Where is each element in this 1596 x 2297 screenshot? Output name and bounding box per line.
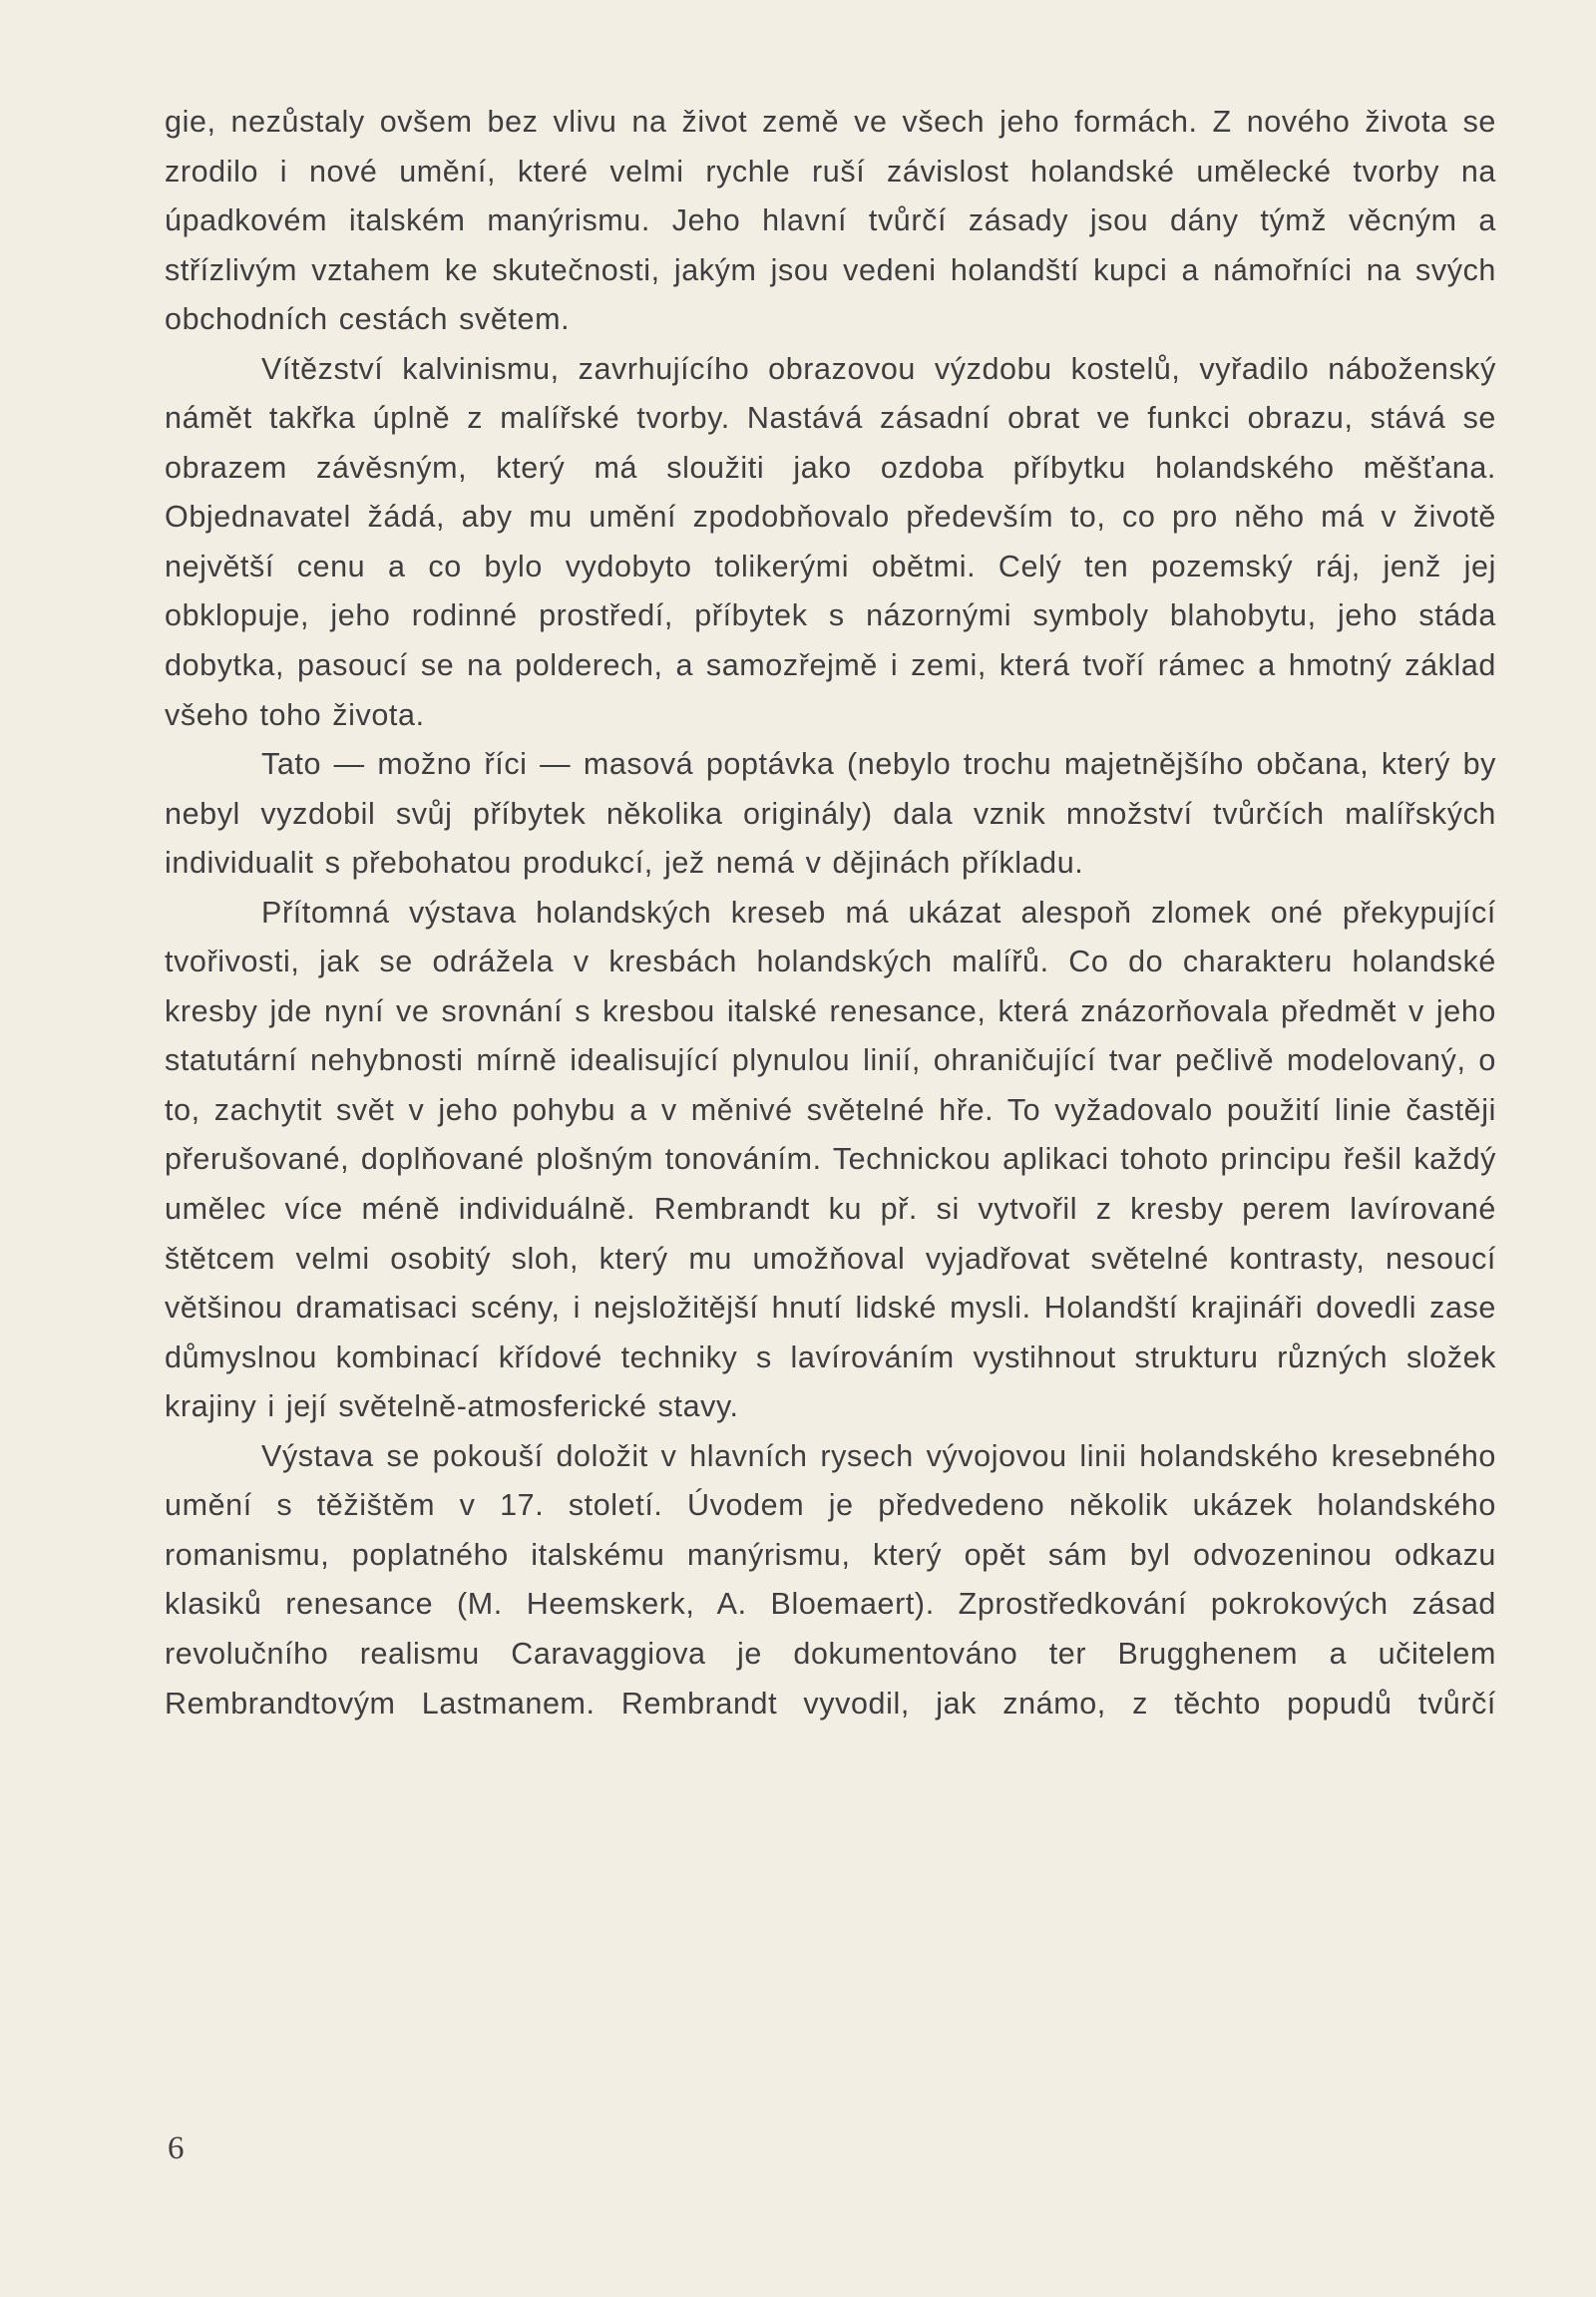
paragraph-4: Přítomná výstava holandských kreseb má ukázat alespoň zlomek oné překypující tvořivosti, jak se odrážela v kresbách holandských malířů. Co do charakteru holandské kresby jde nyní ve srovnání s kresbou italské renesance, která znázorňovala předmět v jeho statutární nehybnosti mírně idealisující plynulou linií, ohraničující tvar pečlivě modelovaný, o to, zachytit svět v jeho pohybu a v měnivé světelné hře. To vyžadovalo použití linie častěji přerušované, doplňované plošným tonováním. Technickou aplikaci tohoto principu řešil každý umělec více méně individuálně. Rembrandt ku př. si vytvořil z kresby perem lavírované štětcem velmi osobitý sloh, který mu umožňoval vyjadřovat světelné kontrasty, nesoucí většinou dramatisaci scény, i nejsložitější hnutí lidské mysli. Holandští krajináři dovedli zase důmyslnou kombinací křídové techniky s lavírováním vystihnout strukturu různých složek krajiny i její světelně-atmosferické stavy. xyxy=(165,895,1496,1424)
body-text xyxy=(165,98,1496,1728)
page-number: 6 xyxy=(168,2130,185,2166)
paragraph-2: Vítězství kalvinismu, zavrhujícího obrazovou výzdobu kostelů, vyřadilo náboženský námět takřka úplně z malířské tvorby. Nastává zásadní obrat ve funkci obrazu, stává se obrazem závěsným, který má sloužiti jako ozdoba příbytku holandského měšťana. Objednavatel žádá, aby mu umění zpodobňovalo především to, co pro něho má v životě největší cenu a co bylo vydobyto tolikerými obětmi. Celý ten pozemský ráj, jenž jej obklopuje, jeho rodinné prostředí, příbytek s názornými symboly blahobytu, jeho stáda dobytka, pasoucí se na polderech, a samozřejmě i zemi, která tvoří rámec a hmotný základ všeho toho života. xyxy=(165,351,1496,732)
paragraph-5: Výstava se pokouší doložit v hlavních rysech vývojovou linii holandského kresebného umění s těžištěm v 17. století. Úvodem je předvedeno několik ukázek holandského romanismu, poplatného italskému manýrismu, který opět sám byl odvozeninou odkazu klasiků renesance (M. Heemskerk, A. Bloemaert). Zprostředkování pokrokových zásad revolučního realismu Caravaggiova je dokumentováno ter Brugghenem a učitelem Rembrandtovým Lastmanem. Rembrandt vyvodil, jak známo, z těchto popudů tvůrčí xyxy=(165,1438,1496,1721)
paragraph-3: Tato — možno říci — masová poptávka (nebylo trochu majetnějšího občana, který by nebyl vyzdobil svůj příbytek několika originály) dala vznik množství tvůrčích malířských individualit s přebohatou produkcí, jež nemá v dějinách příkladu. xyxy=(165,747,1496,881)
paragraph-1: gie, nezůstaly ovšem bez vlivu na život země ve všech jeho formách. Z nového života se zrodilo i nové umění, které velmi rychle ruší závislost holandské umělecké tvorby na úpadkovém italském manýrismu. Jeho hlavní tvůrčí zásady jsou dány týmž věcným a střízlivým vztahem ke skutečnosti, jakým jsou vedeni holandští kupci a námořníci na svých obchodních cestách světem. xyxy=(165,105,1496,337)
